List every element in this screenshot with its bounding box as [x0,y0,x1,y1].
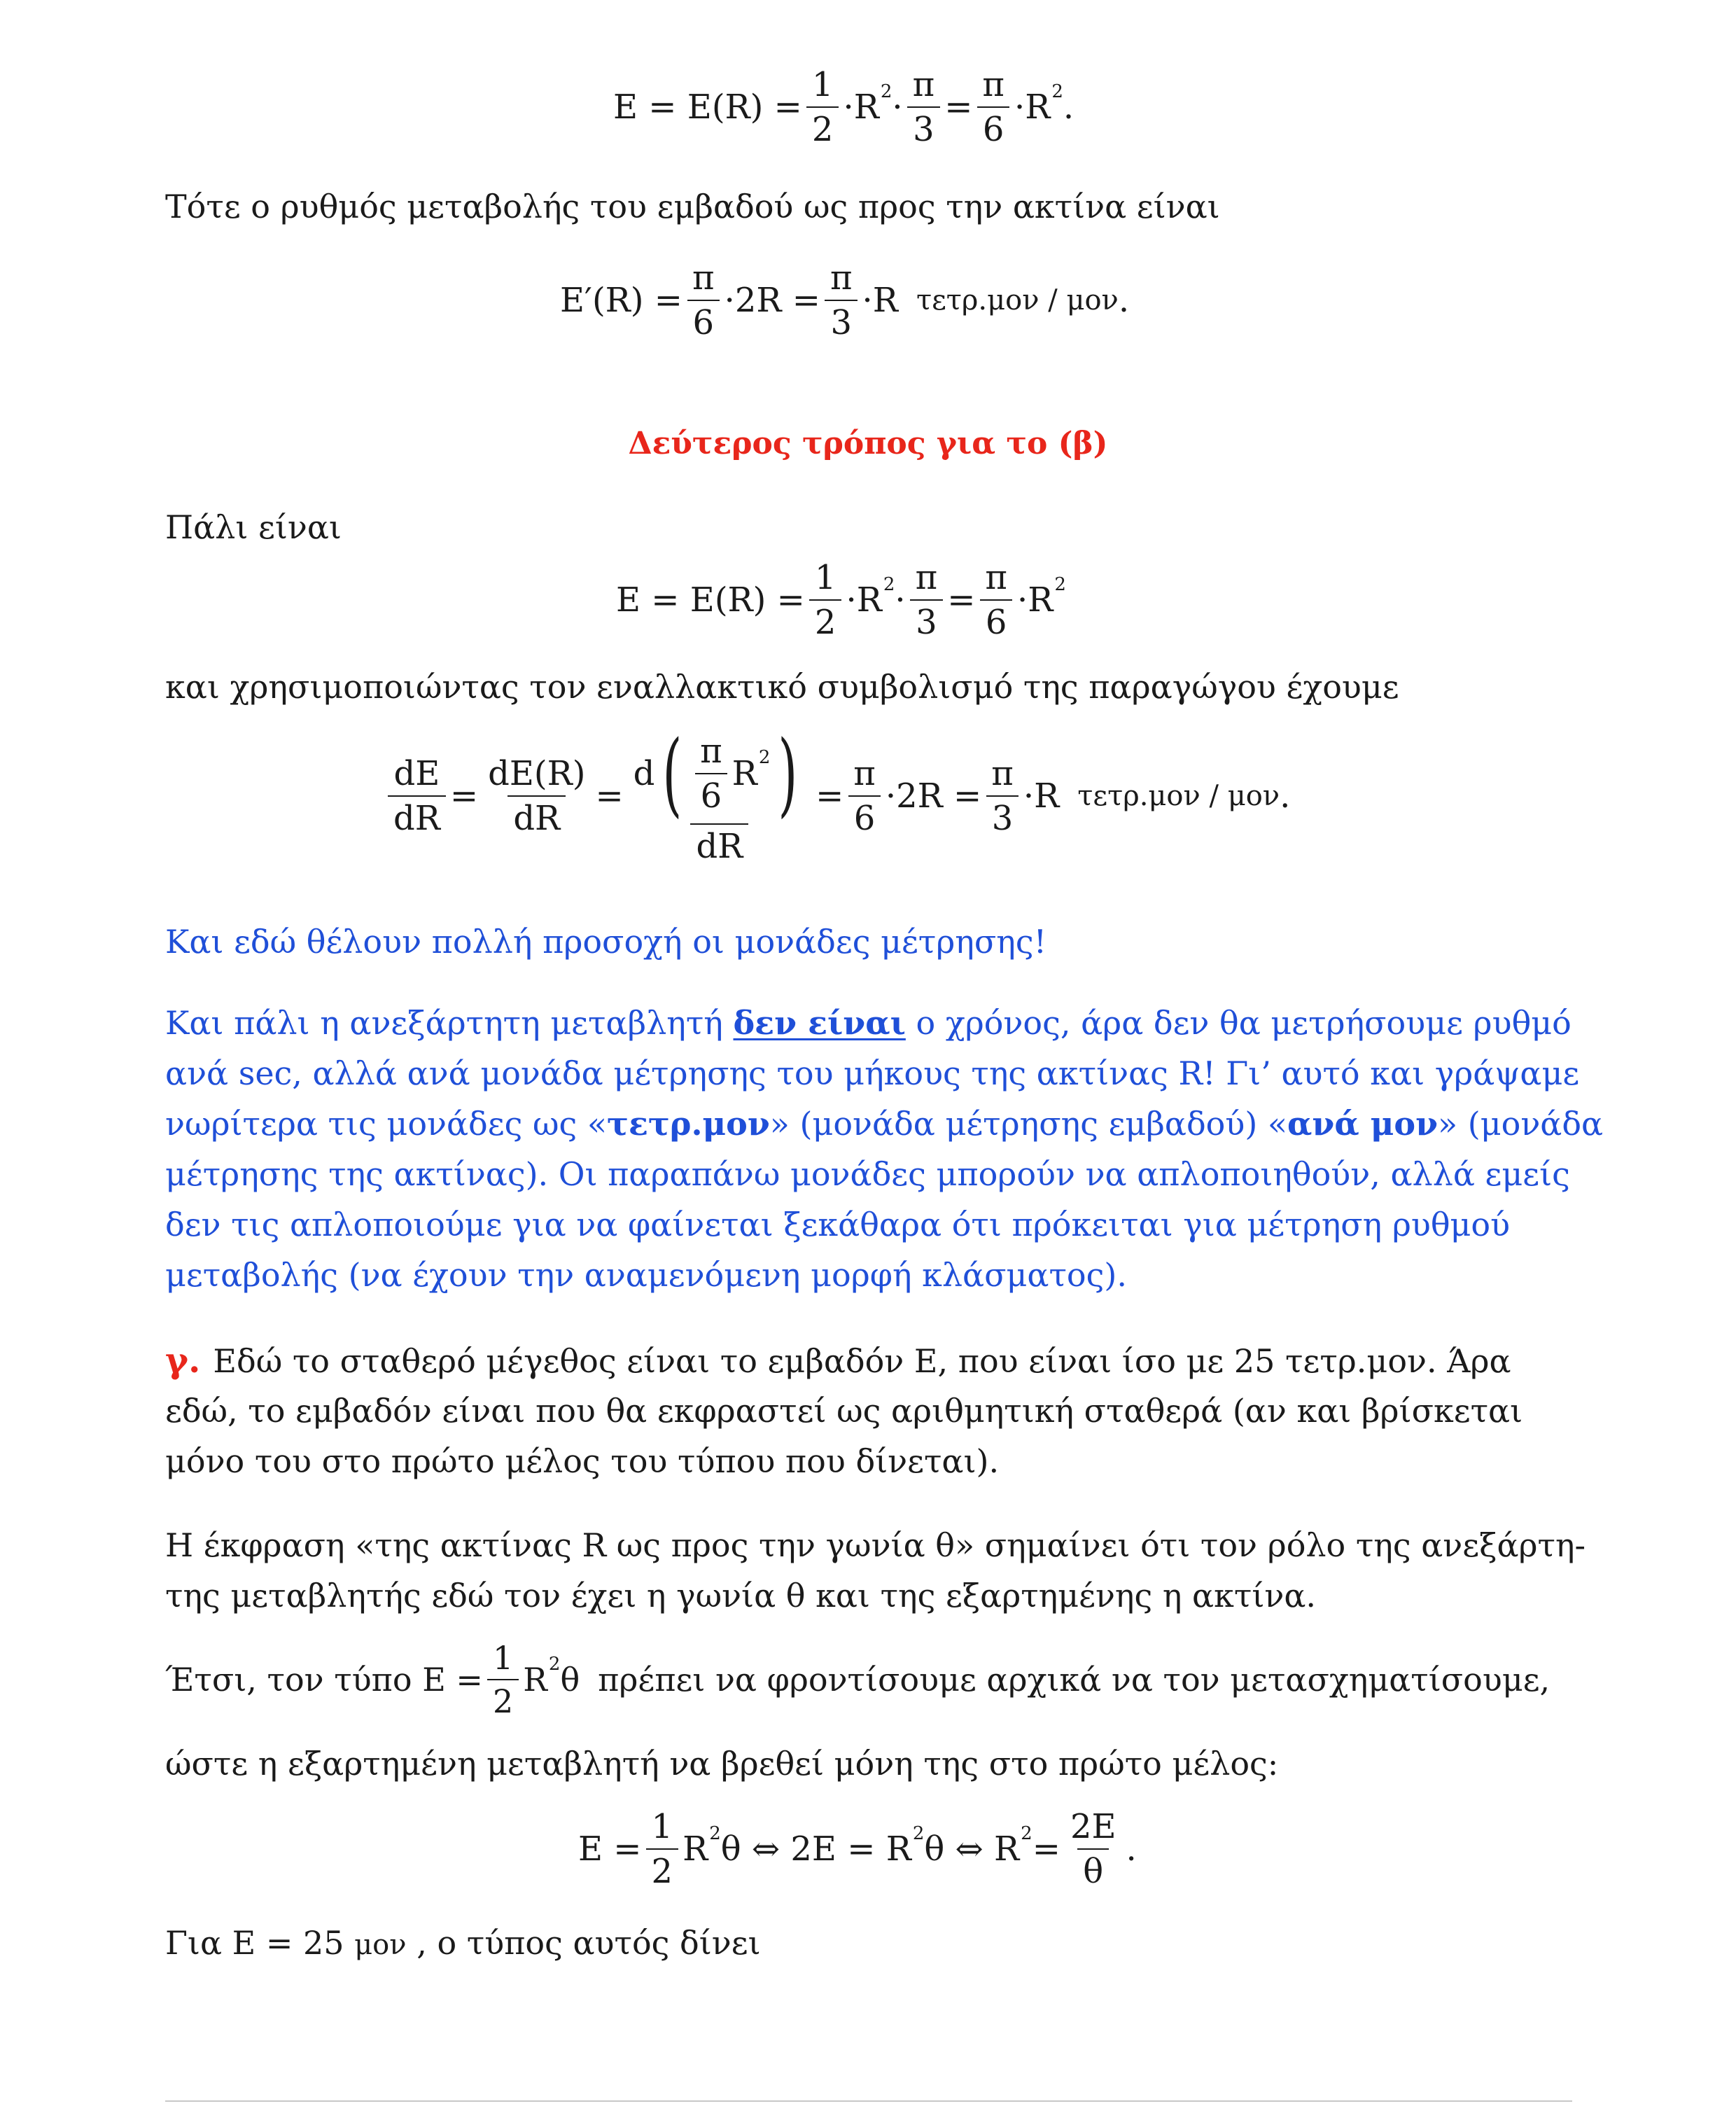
fraction [825,260,858,341]
text: » (μονάδα [1438,1105,1604,1143]
equation-area-formula-2 [616,560,1066,641]
eq-text: = [944,88,973,127]
numerator: π [912,65,935,104]
equation-derivative [560,260,1129,341]
numerator [628,720,811,827]
eq-text: = [449,776,479,816]
fraction [806,67,839,148]
fraction [907,67,941,148]
fraction [646,1809,679,1890]
eq-text: · [892,88,903,127]
numerator: π [830,258,853,298]
text: Και πάλι η ανεξάρτητη μεταβλητή [165,1004,734,1042]
paragraph-expression-2: της μεταβλητής εδώ τον έχει η γωνία θ και της εξαρτημένης η ακτίνα. [165,1577,1317,1615]
denominator: 6 [695,773,728,814]
fraction [482,753,591,839]
paragraph-rate-intro: Τότε ο ρυθμός μεταβολής του εμβαδού ως προς την ακτίνα είναι [165,188,1220,225]
paren-left: ( [662,720,682,827]
fraction-big [628,720,811,866]
gamma-line-2: εδώ, το εμβαδόν είναι που θα εκφραστεί ως αριθμητική σταθερά (αν και βρίσκεται [165,1392,1523,1430]
exponent: 2 [1051,81,1063,103]
eq-text: R [682,1829,708,1869]
paragraph-transform-2: ώστε η εξαρτημένη μεταβλητή να βρεθεί μόνη της στο πρώτο μέλος: [165,1745,1279,1783]
fraction [848,753,881,839]
eq-text: d [633,753,655,793]
paren-right: ) [778,720,798,827]
note-line-4: μέτρησης της ακτίνας). Οι παραπάνω μονάδες μπορούν να απλοποιηθούν, αλλά εμείς [165,1155,1570,1193]
eq-text: ·R [1016,580,1054,620]
numerator: 1 [492,1639,514,1677]
denominator: 3 [986,795,1019,836]
exponent: 2 [883,574,895,596]
exponent: 2 [1054,574,1066,596]
eq-text: ·R [1014,88,1051,127]
equation-area-formula [613,67,1074,148]
emphasis: ανά μον [1287,1105,1438,1143]
denominator: 2 [809,599,842,640]
fraction [976,67,1010,148]
note-line-5: δεν τις απλοποιούμε για να φαίνεται ξεκάθαρα ότι πρόκειται για μέτρηση ρυθμού [165,1206,1511,1243]
denominator: 3 [907,106,940,147]
numerator: 1 [651,1807,673,1846]
section-heading: Δεύτερος τρόπος για το (β) [628,426,1108,461]
eq-text: ·R [843,88,879,127]
exponent: 2 [880,81,892,103]
denominator: θ [1077,1848,1109,1889]
eq-text: . [1118,281,1130,321]
paragraph-transform-1 [165,1641,1550,1719]
eq-text: ·R [846,580,882,620]
text: R [523,1661,547,1699]
eq-text: E = [578,1829,642,1869]
eq-text: θ ⇔ R [924,1829,1020,1869]
gamma-line-3: μόνο του στο πρώτο μέλος του τύπου που δίνεται). [165,1442,1000,1480]
emphasis: τετρ.μον [607,1105,770,1143]
numerator: π [700,731,722,771]
eq-text: . [1063,88,1074,127]
numerator: 1 [811,65,834,104]
denominator: dR [690,823,748,864]
note-line-1 [165,1004,1572,1042]
paragraph-again: Πάλι είναι [165,508,342,546]
equation-leibniz [384,720,1291,866]
numerator: π [853,753,876,793]
text: » (μονάδα μέτρησης εμβαδού) « [769,1105,1288,1143]
denominator: 2 [646,1848,679,1889]
numerator: 2E [1070,1807,1116,1846]
denominator: 6 [980,599,1013,640]
fraction [487,1641,519,1719]
text: ο χρόνος, άρα δεν θα μετρήσουμε ρυθμό [905,1004,1572,1042]
fraction [809,560,842,641]
denominator: 3 [910,599,943,640]
note-line-3 [165,1105,1604,1143]
denominator: 2 [806,106,839,147]
paragraph-final [165,1924,761,1962]
eq-text: R [732,753,757,793]
text: Εδώ το σταθερό μέγεθος είναι το εμβαδόν E, που είναι ίσο με 25 τετρ.μον. Άρα [213,1342,1511,1380]
fraction [910,560,944,641]
text: Έτσι, τον τύπο E = [165,1661,483,1699]
denominator: 6 [687,300,720,340]
eq-text: E = E(R) = [613,88,802,127]
eq-text: θ ⇔ 2E = R [720,1829,911,1869]
exponent: 2 [548,1654,561,1675]
numerator: dE [393,753,440,793]
denominator: 3 [825,300,858,340]
fraction [687,260,720,341]
exponent: 2 [758,747,771,769]
eq-text: . [1280,776,1291,816]
part-label: γ. [165,1339,201,1381]
note-line-6: μεταβολής (να έχουν την αναμενόμενη μορφή κλάσματος). [165,1256,1127,1294]
units-label: τετρ.μον / μον [1077,780,1280,813]
exponent: 2 [1021,1823,1032,1845]
units-label: μον [354,1929,407,1961]
denominator: dR [507,795,566,836]
exponent: 2 [912,1823,925,1845]
note-line-2: ανά sec, αλλά ανά μονάδα μέτρησης του μήκους της ακτίνας R! Γι’ αυτό και γράψαμε [165,1054,1580,1092]
eq-text: E′(R) = [560,281,683,321]
eq-text: ·2R = [724,281,820,321]
denominator: 6 [848,795,881,836]
denominator: dR [388,795,446,836]
text: πρέπει να φροντίσουμε αρχικά να τον μετασχηματίσουμε, [598,1661,1550,1699]
units-label: τετρ.μον / μον [916,284,1119,317]
text: , ο τύπος αυτός δίνει [406,1924,761,1962]
paragraph-alt-notation: και χρησιμοποιώντας τον εναλλακτικό συμβολισμό της παραγώγου έχουμε [165,668,1399,706]
numerator: dE(R) [488,753,586,793]
exponent: 2 [709,1823,721,1845]
text: θ [560,1661,580,1699]
note-units: Και εδώ θέλουν πολλή προσοχή οι μονάδες μέτρησης! [165,923,1047,961]
numerator: 1 [814,558,836,597]
numerator: π [692,258,715,298]
numerator: π [915,558,938,597]
text: νωρίτερα τις μονάδες ως « [165,1105,607,1143]
gamma-line-1 [165,1339,1511,1381]
denominator: 2 [487,1679,519,1718]
eq-text: = [595,776,624,816]
eq-text: = [947,580,976,620]
numerator: π [985,558,1007,597]
text: Για E = 25 [165,1924,355,1962]
eq-text: E = E(R) = [616,580,805,620]
numerator: π [982,65,1004,104]
emphasis: δεν είναι [733,1004,906,1042]
footer-rule [165,2100,1572,2102]
eq-text: ·R [1023,776,1060,816]
eq-text: ·R [862,281,898,321]
fraction [694,731,728,816]
eq-text: = [816,776,844,816]
eq-text: . [1126,1829,1137,1869]
fraction [979,560,1013,641]
denominator: 6 [977,106,1010,147]
fraction [1065,1809,1122,1890]
equation-solve-r2 [578,1809,1137,1890]
eq-text: ·2R = [885,776,982,816]
eq-text: = [1032,1829,1060,1869]
fraction [388,753,446,839]
numerator: π [991,753,1014,793]
fraction [986,753,1019,839]
eq-text: · [895,580,906,620]
paragraph-expression-1: Η έκφραση «της ακτίνας R ως προς την γωνία θ» σημαίνει ότι τον ρόλο της ανεξάρτη- [165,1526,1586,1564]
